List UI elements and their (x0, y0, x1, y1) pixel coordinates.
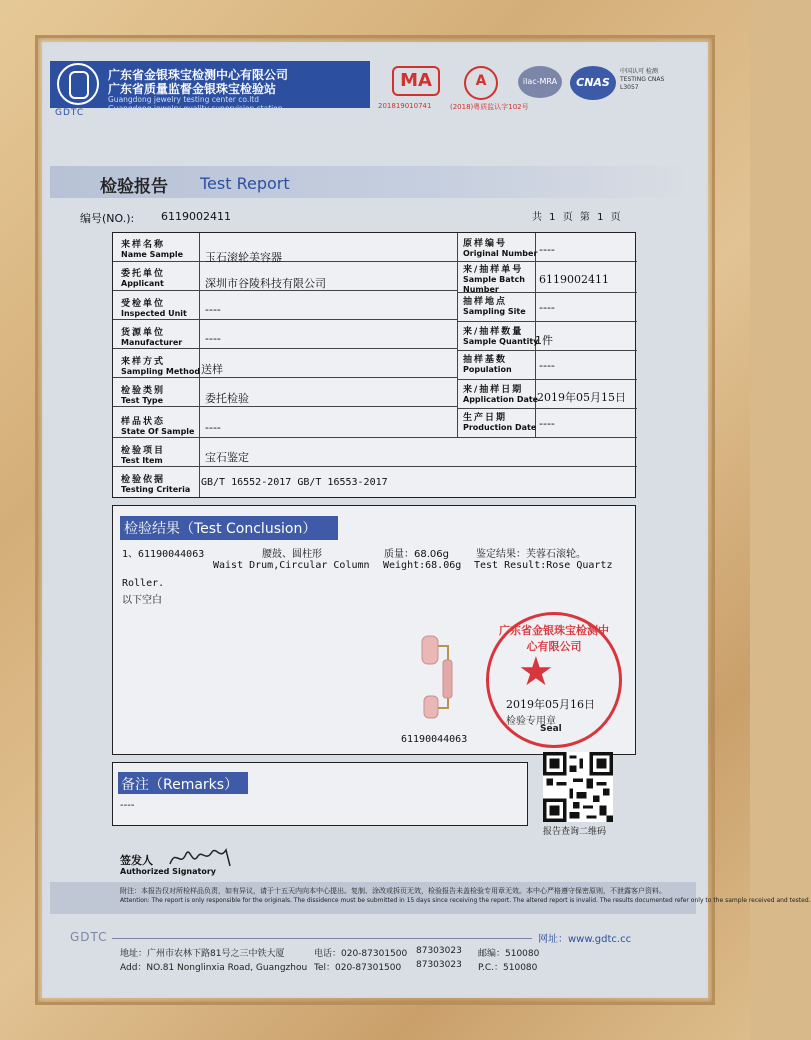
conclusion-result-cont: Roller. (122, 578, 165, 589)
footer-tel2-a: 87303023 (416, 946, 462, 956)
label-test-item: 检验项目 Test Item (121, 446, 166, 465)
signature-image (166, 842, 236, 872)
conclusion-blank-note: 以下空白 (122, 595, 162, 606)
stamp-date: 2019年05月16日 (506, 698, 595, 711)
footer-logo-text: GDTC (70, 930, 108, 944)
label-production-date: 生产日期 Production Date (463, 413, 537, 432)
cnas-text: 中国认可 检测 TESTING CNAS L3057 (620, 68, 665, 91)
value-original-number: ---- (539, 243, 555, 256)
value-sample-batch-number: 6119002411 (539, 273, 609, 286)
value-applicant: 深圳市谷陵科技有限公司 (205, 277, 326, 290)
footer-postcode-cn: 邮编：510080 (478, 949, 540, 959)
star-icon: ★ (518, 649, 554, 695)
serial-value: 6119002411 (161, 210, 231, 223)
label-sample-quantity: 来/抽样数量 Sample Quantity (463, 327, 539, 346)
label-inspected-unit: 受检单位 Inspected Unit (121, 299, 187, 318)
value-name-sample: 玉石滚轮美容器 (205, 251, 282, 264)
footer-tel-cn: 电话：020-87301500 (314, 949, 408, 959)
qr-code-label: 报告查询二维码 (543, 827, 607, 837)
label-manufacturer: 货源单位 Manufacturer (121, 328, 183, 347)
value-production-date: ---- (539, 417, 555, 430)
footer-divider (112, 938, 532, 939)
stamp-text: 广东省金银珠宝检测中心有限公司 (499, 624, 609, 653)
conclusion-shape-en: Waist Drum,Circular Column (213, 560, 370, 571)
footer-address-cn: 地址：广州市农林下路81号之三中铁大厦 (120, 949, 285, 959)
gdtc-logo-icon (57, 63, 99, 105)
value-application-date: 2019年05月15日 (537, 391, 626, 404)
label-sample-batch-number: 来/抽样单号 Sample Batch Number (463, 265, 525, 294)
value-test-item: 宝石鉴定 (205, 451, 249, 464)
conclusion-result-cn: 鉴定结果：芙蓉石滚轮。 (476, 549, 586, 560)
seal-label-cn: 检验专用章 (506, 716, 556, 727)
org-name-en-2: Guangdong jewelry quality supervision station (108, 104, 283, 113)
label-original-number: 原样编号 Original Number (463, 239, 538, 258)
certification-logos (378, 66, 672, 116)
logo-text: GDTC (55, 108, 85, 118)
conclusion-sample-id: 1、61190044063 (122, 549, 205, 560)
footer-postcode-en: P.C.：510080 (478, 963, 538, 973)
seal-label-en: Seal (540, 724, 562, 734)
label-state-of-sample: 样品状态 State Of Sample (121, 417, 195, 436)
value-manufacturer: ---- (205, 332, 221, 345)
value-test-type: 委托检验 (205, 392, 249, 405)
serial-label: 编号(NO.): (80, 212, 135, 225)
remarks-header: 备注（Remarks） (121, 777, 239, 793)
info-table (112, 232, 636, 498)
label-name-sample: 来样名称 Name Sample (121, 240, 184, 259)
cnas-logo-icon: CNAS (570, 66, 616, 100)
footer-note-cn: 附注：本报告仅对所检样品负责，如有异议，请于十五天内向本中心提出。复制、涂改或拆页无效，检验报告未盖检验专用章无效。本中心严格遵守保密原则，不泄露客户资料。 (120, 887, 666, 895)
value-sampling-site: ---- (539, 301, 555, 314)
value-sample-quantity: 1件 (535, 334, 553, 347)
value-state-of-sample: ---- (205, 421, 221, 434)
signer-label: 签发人 (120, 854, 153, 867)
qr-code-icon[interactable] (543, 752, 613, 822)
cal-number: (2018)粤质监认字102号 (450, 103, 529, 111)
image-number: 61190044063 (401, 734, 468, 745)
footer-website[interactable]: 网址：www.gdtc.cc (538, 934, 632, 945)
label-testing-criteria: 检验依据 Testing Criteria (121, 475, 191, 494)
remarks-value: ---- (120, 800, 135, 811)
conclusion-shape-cn: 腰鼓、圆柱形 (262, 549, 322, 560)
conclusion-result-en: Test Result:Rose Quartz (474, 560, 613, 571)
page-info: 共 1 页 第 1 页 (532, 212, 621, 223)
value-sampling-method: 送样 (201, 363, 223, 376)
conclusion-header: 检验结果（Test Conclusion） (124, 521, 317, 537)
ilac-logo-icon: ilac-MRA (518, 66, 562, 98)
footer-tel2-b: 87303023 (416, 960, 462, 970)
label-application-date: 来/抽样日期 Application Date (463, 385, 539, 404)
conclusion-weight-en: Weight:68.06g (383, 560, 462, 571)
org-name-cn-1: 广东省金银珠宝检测中心有限公司 (108, 68, 289, 82)
value-population: ---- (539, 359, 555, 372)
conclusion-weight-cn: 质量：68.06g (384, 549, 449, 560)
cma-logo-icon: MA (392, 66, 440, 96)
cal-logo-icon: A (464, 66, 498, 96)
report-title-en: Test Report (200, 174, 290, 193)
cma-number: 201819010741 (378, 102, 432, 110)
label-test-type: 检验类别 Test Type (121, 386, 166, 405)
org-name-en-1: Guangdong jewelry testing center co.ltd (108, 95, 260, 104)
value-inspected-unit: ---- (205, 303, 221, 316)
footer-note-en: Attention: The report is only responsible for the originals. The dissidence must be submitted in 15 days since receiving the report. The altered report is invalid. The results documented refer only to the sample received and tested. (120, 897, 811, 904)
org-name-cn-2: 广东省质量监督金银珠宝检验站 (108, 82, 277, 96)
label-population: 抽样基数 Population (463, 355, 512, 374)
report-title-cn: 检验报告 (100, 177, 168, 197)
rose-quartz-roller-image (404, 632, 464, 732)
value-testing-criteria: GB/T 16552-2017 GB/T 16553-2017 (201, 477, 388, 488)
signer-label-en: Authorized Signatory (120, 867, 216, 876)
footer-address-en: Add：NO.81 Nonglinxia Road, Guangzhou (120, 963, 308, 973)
label-applicant: 委托单位 Applicant (121, 269, 166, 288)
label-sampling-method: 来样方式 Sampling Method (121, 357, 201, 376)
footer-tel-en: Tel：020-87301500 (314, 963, 402, 973)
label-sampling-site: 抽样地点 Sampling Site (463, 297, 526, 316)
